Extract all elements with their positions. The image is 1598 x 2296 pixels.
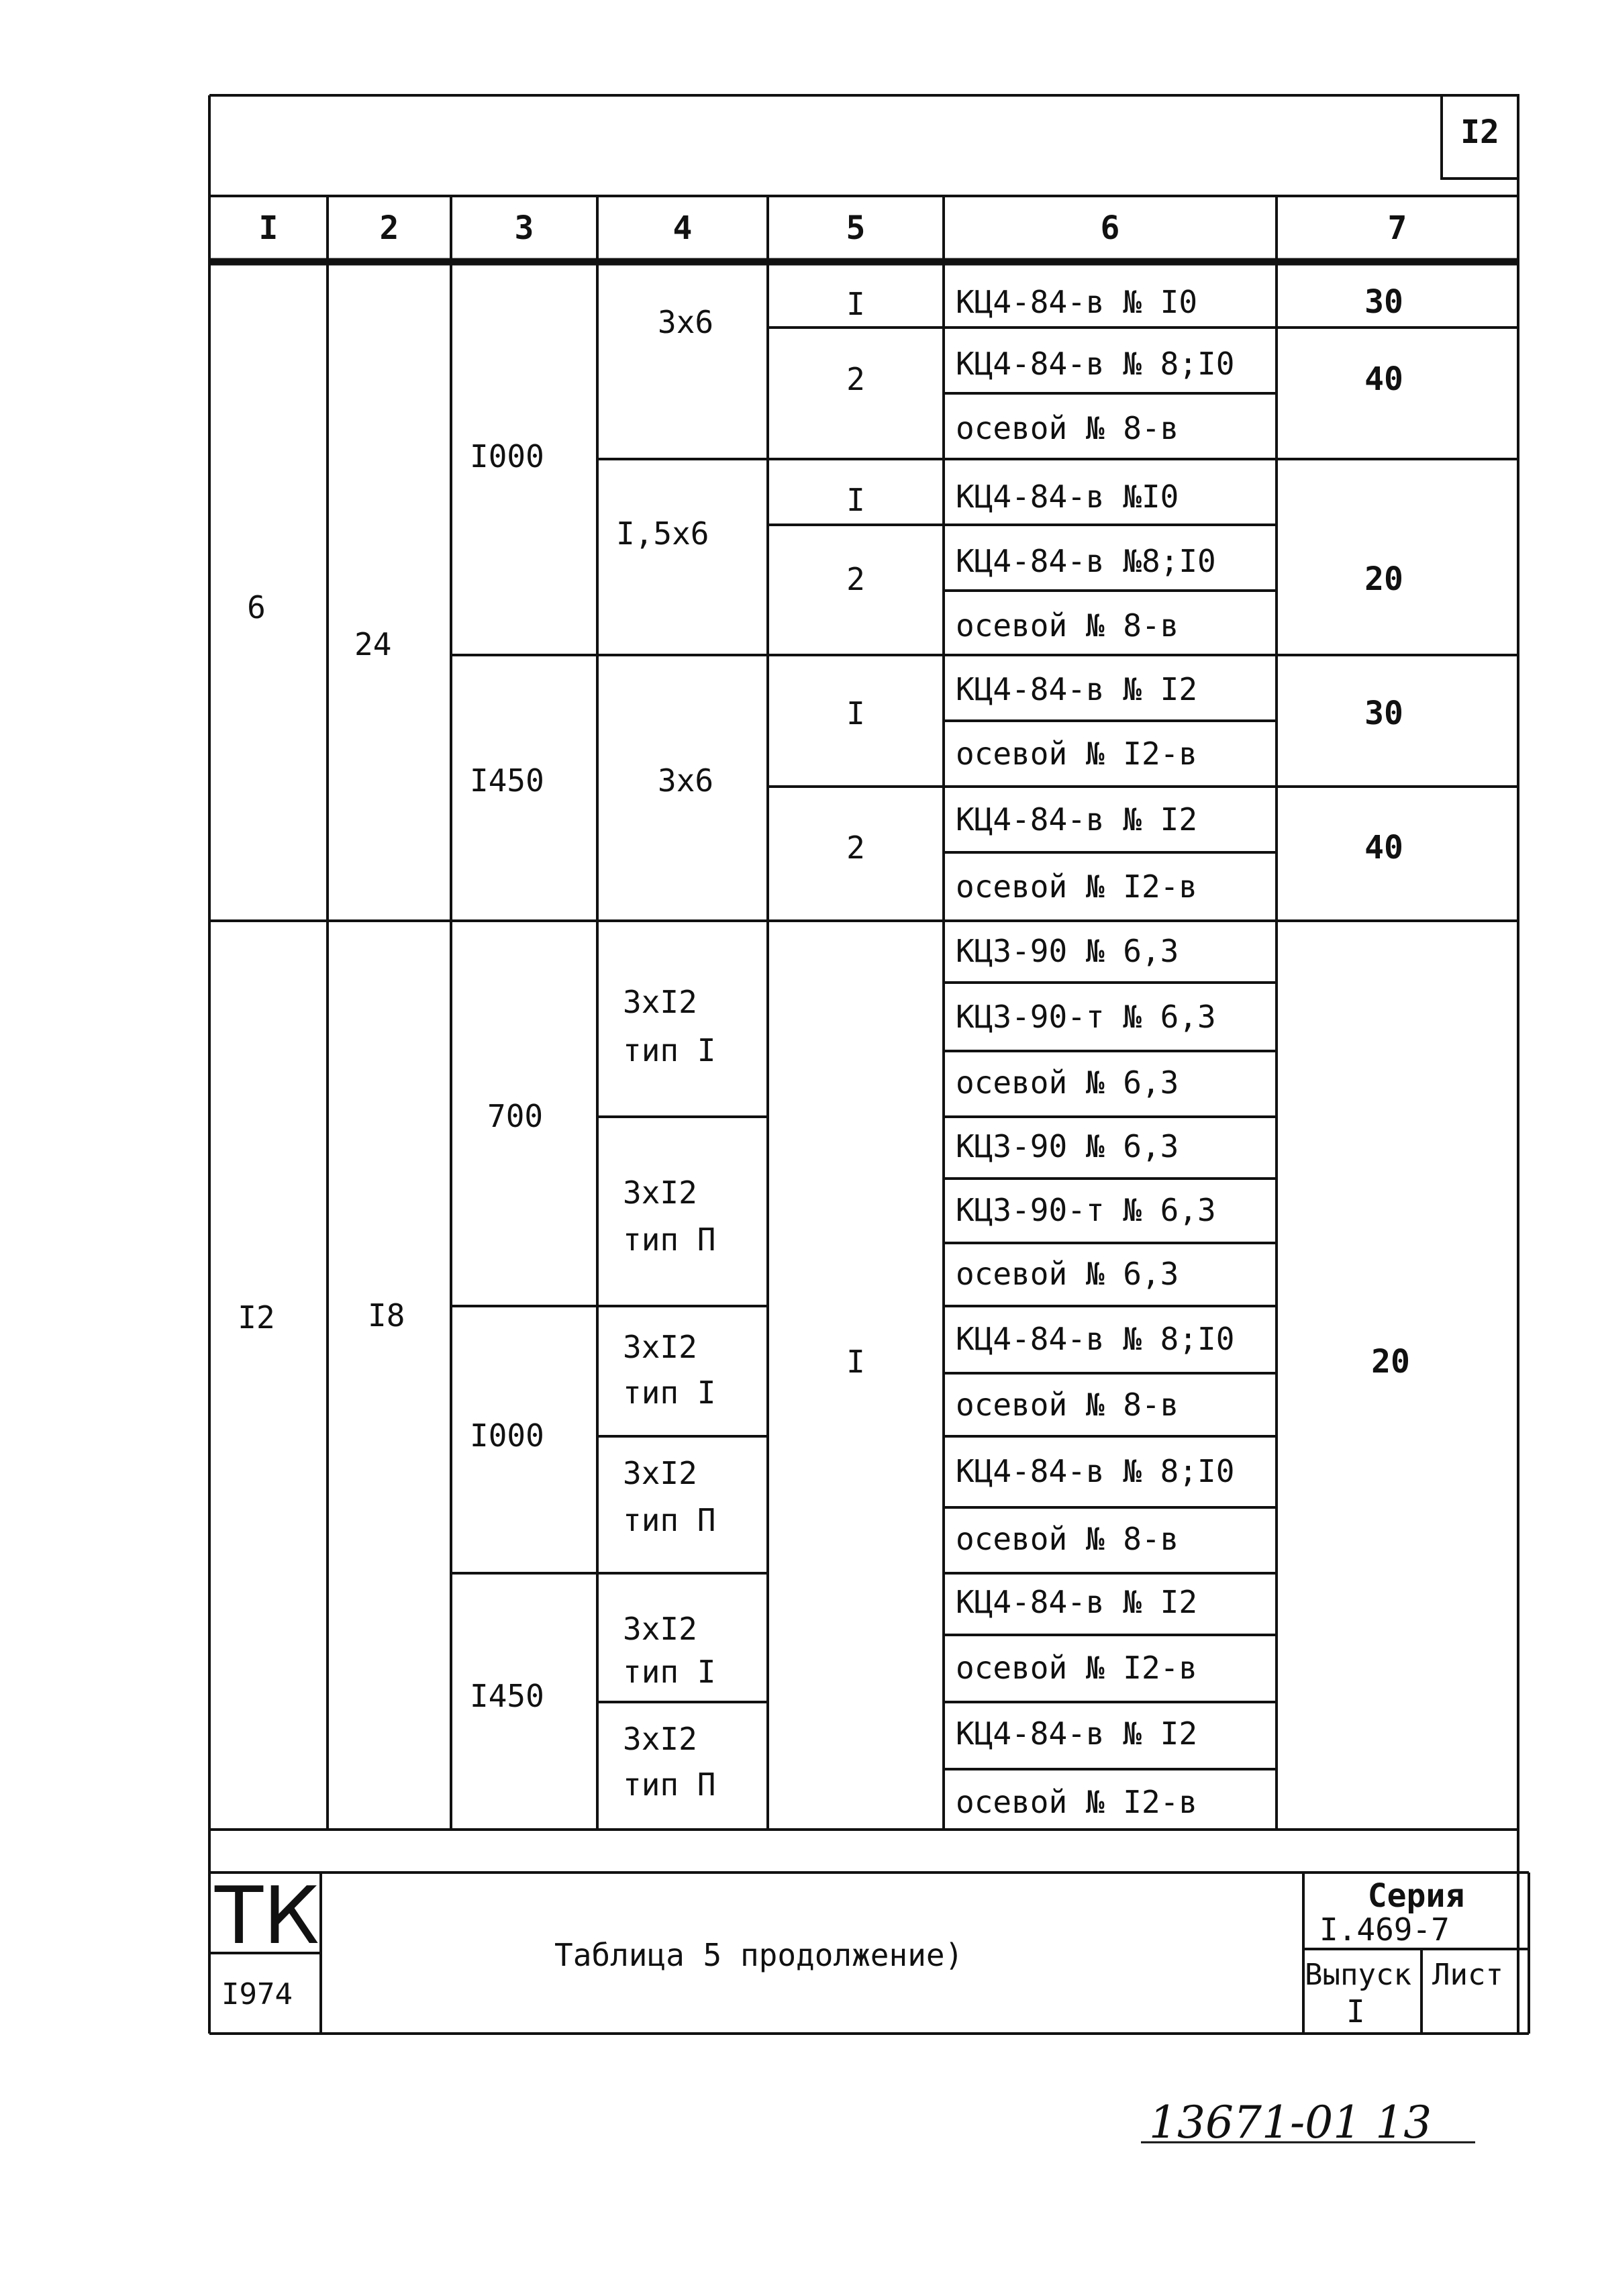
archive-number: 13671-01 13 — [1149, 2097, 1432, 2148]
table-cell: КЦ4-84-в № I2 — [956, 671, 1198, 707]
column-header: 3 — [514, 209, 534, 247]
table-cell: осевой № I2-в — [956, 1650, 1198, 1686]
table-cell: 3x6 — [658, 304, 714, 340]
table-cell: I — [846, 695, 865, 732]
table-cell: КЦ3-90 № 6,3 — [956, 1128, 1179, 1164]
table-cell: I,5x6 — [616, 515, 709, 552]
series-label: Серия — [1367, 1877, 1465, 1915]
column-header: 7 — [1387, 209, 1407, 247]
column-header: 2 — [379, 209, 399, 247]
table-cell: тип I — [623, 1032, 716, 1068]
table-cell: КЦ4-84-в № I0 — [956, 284, 1198, 320]
table-cell: осевой № I2-в — [956, 1784, 1198, 1820]
table-cell: I — [846, 482, 865, 518]
table-cell: осевой № I2-в — [956, 868, 1198, 905]
table-cell: КЦ4-84-в № 8;I0 — [956, 1321, 1235, 1357]
table-cell: КЦ3-90-т № 6,3 — [956, 1192, 1216, 1228]
sheet-number: I2 — [1460, 113, 1499, 151]
table-cell: 3x6 — [658, 762, 714, 799]
table-cell: КЦ3-90 № 6,3 — [956, 933, 1179, 969]
table-cell: I450 — [470, 1678, 544, 1714]
table-cell: КЦ4-84-в №8;I0 — [956, 543, 1216, 579]
table-cell: 3xI2 — [623, 1329, 697, 1365]
column-header: I — [258, 209, 279, 247]
table-cell: 2 — [846, 361, 865, 397]
table-cell: тип П — [623, 1221, 716, 1258]
table-cell: 3xI2 — [623, 1175, 697, 1211]
table-cell: осевой № 8-в — [956, 1387, 1179, 1423]
table-cell: I450 — [470, 762, 544, 799]
table-cell: КЦ4-84-в №I0 — [956, 479, 1179, 515]
column-header: 5 — [846, 209, 866, 247]
table-cell: осевой № 8-в — [956, 410, 1179, 446]
table-cell: 6 — [247, 589, 266, 626]
table-cell: тип П — [623, 1766, 716, 1803]
table-cell: КЦ4-84-в № 8;I0 — [956, 1453, 1235, 1489]
table-cell: 30 — [1364, 695, 1403, 732]
table-cell: 3xI2 — [623, 1721, 697, 1757]
table-cell: I000 — [470, 438, 544, 475]
table-cell: КЦ4-84-в № I2 — [956, 1584, 1198, 1620]
table-cell: КЦ4-84-в № I2 — [956, 801, 1198, 838]
table-cell: КЦ3-90-т № 6,3 — [956, 999, 1216, 1035]
table-cell: КЦ4-84-в № 8;I0 — [956, 346, 1235, 382]
year: I974 — [221, 1977, 293, 2011]
table-cell: I — [846, 1344, 865, 1380]
column-header: 4 — [672, 209, 693, 247]
table-cell: тип П — [623, 1502, 716, 1538]
table-cell: КЦ4-84-в № I2 — [956, 1715, 1198, 1752]
table-cell: 3xI2 — [623, 984, 697, 1020]
sheet-label: Лист — [1432, 1958, 1503, 1992]
tk-logo: ТК — [215, 1869, 319, 1962]
table-cell: 40 — [1364, 829, 1403, 866]
table-cell: 20 — [1364, 560, 1403, 598]
table-cell: осевой № 8-в — [956, 607, 1179, 644]
table-cell: I000 — [470, 1417, 544, 1454]
table-caption: Таблица 5 продолжение) — [554, 1937, 964, 1973]
table-cell: I — [846, 286, 865, 322]
table-cell: тип I — [623, 1654, 716, 1690]
issue-value: I — [1346, 1993, 1365, 2030]
table-cell: 20 — [1371, 1343, 1410, 1381]
table-cell: 2 — [846, 830, 865, 866]
issue-label: Выпуск — [1305, 1958, 1411, 1992]
table-cell: 3xI2 — [623, 1611, 697, 1647]
series-value: I.469-7 — [1319, 1911, 1450, 1948]
table-cell: 2 — [846, 561, 865, 597]
table-cell: осевой № 6,3 — [956, 1064, 1179, 1101]
table-cell: 40 — [1364, 360, 1403, 398]
column-header: 6 — [1100, 209, 1120, 247]
table-cell: 24 — [354, 626, 392, 662]
table-cell: осевой № 8-в — [956, 1521, 1179, 1557]
table-cell: I2 — [238, 1299, 275, 1336]
table-cell: I8 — [368, 1297, 405, 1334]
table-cell: 700 — [487, 1098, 544, 1134]
table-cell: 3xI2 — [623, 1455, 697, 1491]
table-cell: осевой № 6,3 — [956, 1256, 1179, 1292]
table-cell: 30 — [1364, 283, 1403, 321]
table-cell: осевой № I2-в — [956, 736, 1198, 772]
table-cell: тип I — [623, 1375, 716, 1411]
